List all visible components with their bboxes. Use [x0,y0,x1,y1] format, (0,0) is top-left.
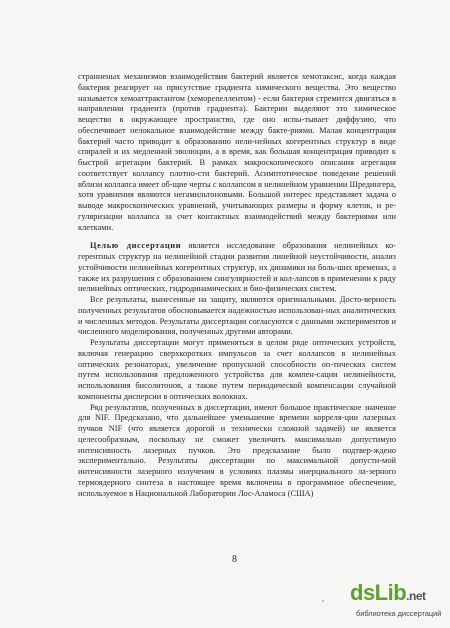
text-line: время, как большая концентрация приводит к быстрой агрегации бактерий. В [78,147,396,167]
text-line: тических систем путем использования предложенного устройства для компен- [78,359,396,380]
text-line: ции лазерных пучков NIF (что является дорогой и технически сложной задачей) [78,413,396,433]
text-line: странненых механизмов взаимодействия бактерий является хемотаксис, когда [78,72,371,81]
text-line: авторами. [257,327,293,337]
text-line: ших временах, а также их разрушения с образованием сингулярностей и кол- [78,262,396,283]
text-line: Все результаты, вынесенные на защиту, являются оригинальными. Досто- [90,295,365,304]
lead-phrase: Целью диссертации [90,241,182,251]
text-line: нейных когерентных структур в виде спиралей и их медленной эволюции, а в [78,136,396,157]
text-line: физических систем. [265,284,337,294]
text-line: сации нелинейности, использования бисолитонов, а также путем периодической [78,370,397,390]
text-line: обеспечение, используемое в Национальной Лаборатории Лос-Аламоса (США) [78,477,396,498]
text-line: ных аналитических и численных методов. Результаты диссертации согласуются [78,305,396,326]
watermark-logo [350,580,426,606]
paragraph [78,72,396,233]
text-line: каждая бактерия реагирует на присутствие градиента химического вещества. [78,72,396,92]
paragraph [78,338,396,403]
text-line: анализ устойчивости нелинейных когерентных структур, их динамики на боль- [78,252,396,272]
watermark [350,580,450,628]
text-line: Это вещество называется хемоаттрактантом (хеморепеллентом) - если бактерия [78,82,396,103]
text-line: щие черты с коллапсом в нелинейном уравнении Шредингера, хотя уравнения [78,179,397,200]
text-line: значение для NIF. Предсказано, что дальнейшее уменьшение времени корреля- [78,402,396,423]
page-number: 8 [232,554,237,565]
text-line: гуляризации коллапса за счет контактных взаимодействий между бактериями [78,211,383,221]
text-line: ждено экспериментально. Результаты диссертации по максимальной допусти- [78,445,396,466]
text-line: зерного термоядерного синтеза в настоящее время включены в программное [78,467,396,487]
text-line: не является целесообразным, поскольку не сможет увеличить максимально [78,424,396,444]
text-line: макроскопических уравнений, учитывающих размеры и форму клеток, и ре- [107,201,397,210]
paragraph [78,241,396,295]
text-line: стремится двигаться в направлении градиента (против градиента). Бактерии [78,93,396,114]
text-line: допустимую интенсивность лазерных пучков. Это предсказание было подтвер- [78,434,396,455]
text-line: компенсации случайной компоненты дисперсии в оптических волокнах. [78,381,397,401]
text-line: Результаты диссертации могут применяться в целом ряде оптических [90,338,359,347]
text-line: риями. Малая концентрация бактерий часто приводит к образованию нели- [78,125,396,146]
watermark-subtitle: библиотека диссертаций [356,609,442,618]
text-line: Ряд результатов, полученных в диссертации, имеют большое практическое [90,402,365,412]
paragraph-gap [78,233,396,241]
paragraph [78,295,396,338]
text-line: нелинейных оптических резонаторах, увеличение пропускной способности оп- [78,348,396,369]
text-line: герентных структур на нелинейной стадии развития линейной неустойчивости, [78,252,373,261]
watermark-logo-tld: .net [406,589,426,603]
text-line: является исследование образования нелинейных ко- [188,241,397,251]
text-line: сти бактерий. Асимптотическое поведение решений вблизи коллапса имеет об- [78,168,396,189]
paragraph [78,403,396,500]
body-text [78,72,396,499]
text-line: рамках макроскопического описания агрегация соответствует коллапсу плотно- [78,158,396,178]
text-line: тывает диффузию, что обеспечивает нелокальное взаимодействие между бакте- [78,115,396,135]
text-line: лапсов в применении к ряду нелинейных оптических, гидродинамических и био- [78,273,397,294]
text-line: устройств, включая генерацию сверхкоротких импульсов за счет коллапсов в [78,338,396,358]
text-line: являются негамильтоновыми. Большой интерес представляет задача о выводе [78,190,396,210]
text-line: мой интенсивности лазерного излучения в условиях плазмы инерциального ла- [78,456,396,476]
scan-speck [322,600,324,602]
text-line: или клетками. [78,211,396,232]
text-line: верность полученных результатов обосновывается надежностью использован- [78,295,396,315]
text-line: выделяют это химическое вещество в окружающее пространство, где оно испы- [78,104,396,124]
watermark-logo-main: dsLib [350,580,407,605]
text-line: с данными экспериментов и численного моделирования, полученных другими [78,316,396,337]
